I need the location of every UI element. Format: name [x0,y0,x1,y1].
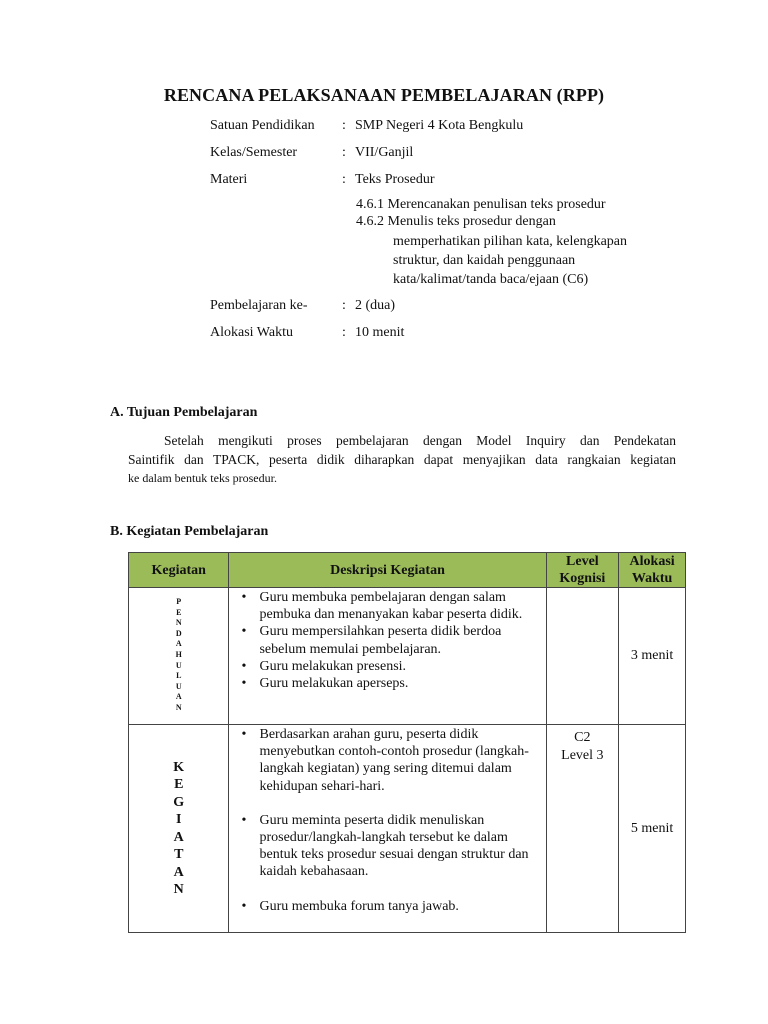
meta-label: Kelas/Semester [210,145,298,160]
meta-value: VII/Ganjil [355,145,414,160]
phase-letter: N [175,702,182,712]
header-level-line2: Kognisi [559,571,606,586]
meta-value: Teks Prosedur [355,172,435,187]
phase-letter: G [173,794,185,810]
meta-colon: : [342,172,346,187]
phase-letter: T [174,847,184,862]
phase-cell-intro [129,588,229,725]
meta-colon: : [342,145,346,160]
phase-letter: E [174,777,184,792]
header-description: Deskripsi Kegiatan [229,553,546,588]
activity-item: • Guru membuka pembelajaran dengan salam pembuka dan menanyakan kabar peserta didik. [239,589,539,623]
phase-label-core [173,759,184,899]
phase-cell-core [129,725,229,933]
phase-letter: E [176,607,182,617]
meta-value: 10 menit [355,325,405,340]
phase-letter: A [173,829,184,845]
meta-colon: : [342,325,346,340]
header-activity: Kegiatan [129,553,229,588]
phase-letter: I [176,812,182,827]
meta-label: Alokasi Waktu [210,325,293,340]
phase-letter: A [173,864,184,880]
phase-letter: K [173,759,185,775]
table-header-row [129,553,686,588]
activity-item: • Guru melakukan aperseps. [239,675,539,692]
phase-letter: N [173,882,184,897]
meta-label: Satuan Pendidikan [210,118,315,133]
activity-item: • Guru melakukan presensi. [239,658,539,675]
table-row [129,588,686,725]
page-title: RENCANA PELAKSANAAN PEMBELAJARAN (RPP) [163,85,605,105]
section-heading-objectives: A. Tujuan Pembelajaran [110,405,258,420]
competency-line: 4.6.1 Merencanakan penulisan teks prosedur [356,197,606,212]
meta-colon: : [342,298,346,313]
activity-item: • Guru membuka forum tanya jawab. [239,898,539,915]
activity-item: • Guru mempersilahkan peserta didik berdoa sebelum memulai pembelajaran. [239,623,539,657]
description-cell [229,725,546,933]
time-cell: 5 menit [619,725,686,933]
phase-letter: H [175,650,182,659]
section-heading-activities: B. Kegiatan Pembelajaran [110,524,269,539]
meta-label: Pembelajaran ke- [210,298,308,313]
activity-list [239,589,539,692]
phase-letter: U [175,660,182,670]
header-level-line1: Level [566,554,599,569]
table-row [129,725,686,933]
level-value: Level 3 [561,748,604,763]
header-time-line1: Alokasi [629,554,675,569]
meta-colon: : [342,118,346,133]
activities-table [128,552,686,933]
meta-value: SMP Negeri 4 Kota Bengkulu [355,118,524,133]
meta-value: 2 (dua) [355,298,396,313]
competency-line: 4.6.2 Menulis teks prosedur dengan [356,214,556,229]
level-cell [546,725,619,933]
phase-letter: N [175,618,182,628]
paragraph-line: Setelah mengikuti proses pembelajaran dengan Model Inquiry dan Pendekatan [164,433,676,448]
paragraph-line: ke dalam bentuk teks prosedur. [128,471,277,485]
phase-letter: L [176,671,182,681]
header-level [546,553,619,588]
level-cell [546,588,619,725]
competency-line: struktur, dan kaidah penggunaan [393,253,576,268]
activity-list [239,726,539,915]
phase-letter: D [175,628,182,638]
time-cell: 3 menit [619,588,686,725]
header-time [619,553,686,588]
phase-letter: A [175,692,182,702]
activity-item: • Berdasarkan arahan guru, peserta didik menyebutkan contoh-contoh prosedur (langkah-langkah kegiatan) yang sering ditemui dalam kehidupan sehari-hari. [239,726,539,795]
competency-line: memperhatikan pilihan kata, kelengkapan [393,234,628,249]
description-cell [229,588,546,725]
meta-label: Materi [210,172,248,187]
paragraph-line: Saintifik dan TPACK, peserta didik diharapkan dapat menyajikan data rangkaian kegiatan [128,452,676,467]
phase-letter: A [175,639,182,649]
header-time-line2: Waktu [631,571,673,586]
level-value: C2 [574,730,591,745]
competency-line: kata/kalimat/tanda baca/ejaan (C6) [393,272,589,287]
activity-item: • Guru meminta peserta didik menuliskan prosedur/langkah-langkah tersebut ke dalam bentuk teks prosedur sesuai dengan struktur dan kaidah kebahasaan. [239,812,539,881]
phase-letter: U [175,681,182,691]
phase-letter: P [176,597,182,607]
phase-label-intro [176,597,182,714]
